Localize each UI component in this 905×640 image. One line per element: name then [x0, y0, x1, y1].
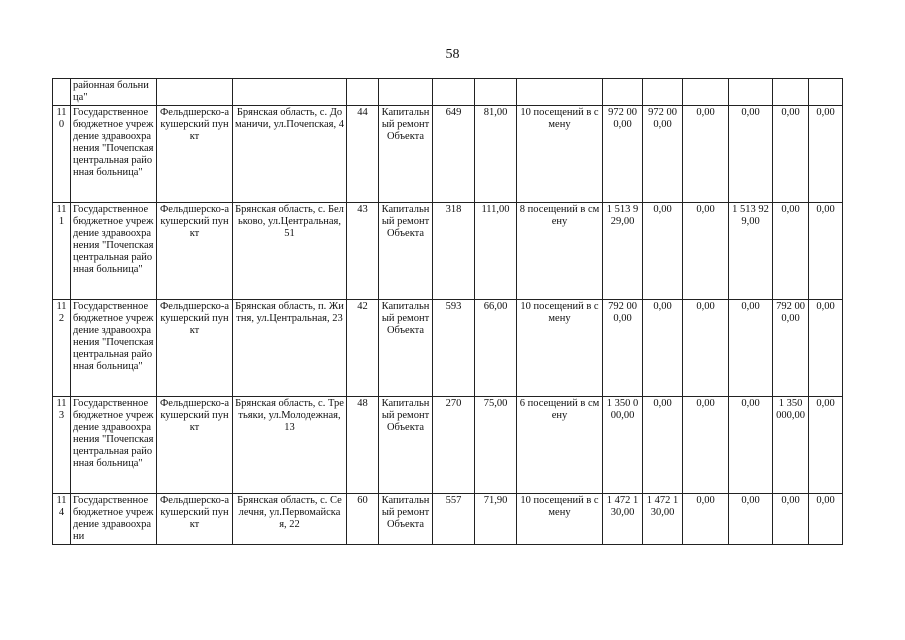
cell-cost-year-5: 0,00 [809, 203, 843, 300]
cell-wear-percent: 66,00 [475, 300, 517, 397]
cell-empty [773, 79, 809, 106]
cell-cost-year-1: 0,00 [643, 203, 683, 300]
cell-empty [643, 79, 683, 106]
cell-empty [347, 79, 379, 106]
cell-organization: Государственное бюджетное учреждение здравоохранения "Почепская центральная районная больница" [71, 300, 157, 397]
cell-address: Брянская область, с. Бельково, ул.Центральная, 51 [233, 203, 347, 300]
cell-total-cost: 1 513 929,00 [603, 203, 643, 300]
cell-cost-year-4: 0,00 [773, 494, 809, 545]
cell-cost-year-5: 0,00 [809, 397, 843, 494]
cell-total-cost: 972 000,00 [603, 106, 643, 203]
cell-cost-year-2: 0,00 [683, 106, 729, 203]
cell-work-type: Капитальный ремонт Объекта [379, 300, 433, 397]
cell-cost-year-4: 1 350 000,00 [773, 397, 809, 494]
cell-year-built: 42 [347, 300, 379, 397]
cell-organization: Государственное бюджетное учреждение здравоохранения "Почепская центральная районная больница" [71, 203, 157, 300]
table-row [53, 106, 843, 203]
cell-capacity: 10 посещений в смену [517, 300, 603, 397]
cell-number: 114 [53, 494, 71, 545]
cell-address: Брянская область, с. Доманичи, ул.Почепская, 4 [233, 106, 347, 203]
cell-work-type: Капитальный ремонт Объекта [379, 106, 433, 203]
cell-number: 112 [53, 300, 71, 397]
cell-cost-year-3: 0,00 [729, 300, 773, 397]
cell-organization: районная больница" [71, 79, 157, 106]
cell-area: 649 [433, 106, 475, 203]
cell-year-built: 44 [347, 106, 379, 203]
cell-organization: Государственное бюджетное учреждение здравоохранения "Почепская центральная районная больница" [71, 106, 157, 203]
cell-cost-year-1: 972 000,00 [643, 106, 683, 203]
facilities-table [52, 78, 843, 545]
cell-cost-year-5: 0,00 [809, 106, 843, 203]
cell-cost-year-3: 0,00 [729, 106, 773, 203]
cell-number: 110 [53, 106, 71, 203]
cell-year-built: 43 [347, 203, 379, 300]
cell-facility-type: Фельдшерско-акушерский пункт [157, 106, 233, 203]
cell-facility-type: Фельдшерско-акушерский пункт [157, 203, 233, 300]
cell-cost-year-2: 0,00 [683, 203, 729, 300]
cell-address: Брянская область, с. Селечня, ул.Первомайская, 22 [233, 494, 347, 545]
cell-capacity: 8 посещений в смену [517, 203, 603, 300]
cell-empty [517, 79, 603, 106]
cell-empty [475, 79, 517, 106]
cell-cost-year-5: 0,00 [809, 494, 843, 545]
cell-cost-year-4: 0,00 [773, 106, 809, 203]
cell-cost-year-1: 0,00 [643, 300, 683, 397]
cell-total-cost: 792 000,00 [603, 300, 643, 397]
table-row [53, 397, 843, 494]
cell-wear-percent: 111,00 [475, 203, 517, 300]
cell-wear-percent: 81,00 [475, 106, 517, 203]
table-row [53, 494, 843, 545]
cell-area: 270 [433, 397, 475, 494]
cell-cost-year-1: 1 472 130,00 [643, 494, 683, 545]
cell-capacity: 10 посещений в смену [517, 494, 603, 545]
cell-capacity: 10 посещений в смену [517, 106, 603, 203]
cell-total-cost: 1 472 130,00 [603, 494, 643, 545]
cell-year-built: 48 [347, 397, 379, 494]
cell-cost-year-4: 792 000,00 [773, 300, 809, 397]
cell-empty [433, 79, 475, 106]
cell-cost-year-1: 0,00 [643, 397, 683, 494]
cell-facility-type: Фельдшерско-акушерский пункт [157, 397, 233, 494]
cell-empty [379, 79, 433, 106]
cell-empty [157, 79, 233, 106]
cell-area: 318 [433, 203, 475, 300]
cell-empty [603, 79, 643, 106]
cell-cost-year-2: 0,00 [683, 397, 729, 494]
cell-area: 593 [433, 300, 475, 397]
cell-cost-year-3: 0,00 [729, 397, 773, 494]
page-number: 58 [445, 47, 460, 62]
cell-area: 557 [433, 494, 475, 545]
cell-year-built: 60 [347, 494, 379, 545]
cell-cost-year-2: 0,00 [683, 494, 729, 545]
cell-empty [809, 79, 843, 106]
cell-cost-year-2: 0,00 [683, 300, 729, 397]
cell-facility-type: Фельдшерско-акушерский пункт [157, 494, 233, 545]
cell-organization: Государственное бюджетное учреждение здравоохранения "Почепская центральная районная больница" [71, 397, 157, 494]
cell-empty [233, 79, 347, 106]
cell-cost-year-4: 0,00 [773, 203, 809, 300]
cell-work-type: Капитальный ремонт Объекта [379, 397, 433, 494]
cell-total-cost: 1 350 000,00 [603, 397, 643, 494]
table-body [53, 79, 843, 545]
cell-address: Брянская область, п. Житня, ул.Центральная, 23 [233, 300, 347, 397]
cell-empty [683, 79, 729, 106]
cell-no [53, 79, 71, 106]
cell-facility-type: Фельдшерско-акушерский пункт [157, 300, 233, 397]
table-row [53, 300, 843, 397]
cell-work-type: Капитальный ремонт Объекта [379, 494, 433, 545]
cell-cost-year-3: 1 513 929,00 [729, 203, 773, 300]
cell-number: 113 [53, 397, 71, 494]
cell-capacity: 6 посещений в смену [517, 397, 603, 494]
continuation-row [53, 79, 843, 106]
cell-organization: Государственное бюджетное учреждение здравоохрани [71, 494, 157, 545]
cell-empty [729, 79, 773, 106]
cell-wear-percent: 75,00 [475, 397, 517, 494]
table-row [53, 203, 843, 300]
cell-address: Брянская область, с. Третьяки, ул.Молодежная, 13 [233, 397, 347, 494]
cell-wear-percent: 71,90 [475, 494, 517, 545]
cell-cost-year-5: 0,00 [809, 300, 843, 397]
cell-number: 111 [53, 203, 71, 300]
cell-cost-year-3: 0,00 [729, 494, 773, 545]
cell-work-type: Капитальный ремонт Объекта [379, 203, 433, 300]
